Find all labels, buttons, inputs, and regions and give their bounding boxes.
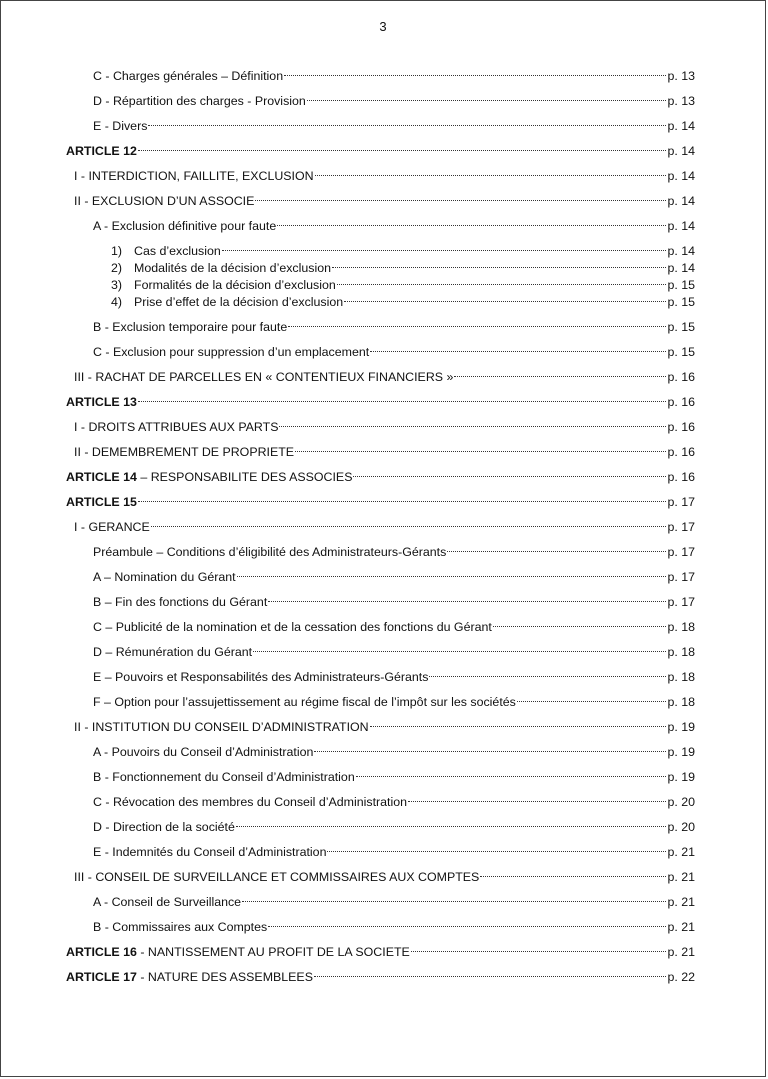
toc-page-reference: p. 13 xyxy=(667,69,695,83)
toc-entry[interactable] xyxy=(74,443,695,461)
toc-page-reference: p. 16 xyxy=(667,445,695,459)
toc-entry-text: F – Option pour l’assujettissement au régime fiscal de l’impôt sur les sociétés xyxy=(93,695,516,709)
toc-entry-title xyxy=(74,868,479,886)
dot-leader xyxy=(138,150,667,151)
toc-entry-text: A - Conseil de Surveillance xyxy=(93,895,242,909)
toc-entry[interactable] xyxy=(74,518,695,536)
toc-entry-title xyxy=(74,192,254,210)
toc-entry[interactable] xyxy=(93,543,695,561)
toc-entry[interactable] xyxy=(93,568,695,586)
toc-entry-text: E - Indemnités du Conseil d’Administration xyxy=(93,845,327,859)
toc-entry-title xyxy=(66,943,410,961)
toc-entry-text: Cas d’exclusion xyxy=(134,244,221,258)
toc-entry-title xyxy=(93,217,276,235)
toc-entry[interactable] xyxy=(111,293,695,311)
toc-entry-text: II - EXCLUSION D’UN ASSOCIE xyxy=(74,194,255,208)
toc-entry-text: C - Exclusion pour suppression d’un emplacement xyxy=(93,345,370,359)
toc-entry-title xyxy=(93,568,236,586)
toc-entry-title xyxy=(93,668,428,686)
toc-entry-text: Formalités de la décision d’exclusion xyxy=(134,278,336,292)
toc-entry-text: A - Exclusion définitive pour faute xyxy=(93,219,277,233)
dot-leader xyxy=(295,451,666,452)
toc-entry-title xyxy=(74,718,369,736)
dot-leader xyxy=(279,426,666,427)
dot-leader xyxy=(327,851,666,852)
dot-leader xyxy=(253,651,666,652)
dot-leader xyxy=(314,976,666,977)
toc-page-reference: p. 22 xyxy=(667,970,695,984)
toc-entry-title xyxy=(93,343,369,361)
toc-entry-text: E - Divers xyxy=(93,119,148,133)
toc-page-reference: p. 19 xyxy=(667,745,695,759)
dot-leader xyxy=(337,284,667,285)
toc-page-reference: p. 14 xyxy=(667,144,695,158)
toc-entry-text: – RESPONSABILITE DES ASSOCIES xyxy=(136,470,353,484)
toc-entry-title xyxy=(93,543,446,561)
dot-leader xyxy=(454,376,666,377)
toc-entry[interactable] xyxy=(93,643,695,661)
toc-entry[interactable] xyxy=(93,843,695,861)
toc-entry[interactable] xyxy=(74,167,695,185)
toc-entry-title xyxy=(93,643,252,661)
dot-leader xyxy=(429,676,666,677)
dot-leader xyxy=(236,826,667,827)
toc-entry[interactable] xyxy=(93,793,695,811)
dot-leader xyxy=(138,401,667,402)
toc-entry[interactable] xyxy=(93,743,695,761)
toc-entry-text: B - Fonctionnement du Conseil d’Administration xyxy=(93,770,355,784)
dot-leader xyxy=(370,726,667,727)
toc-page-reference: p. 15 xyxy=(667,295,695,309)
toc-page-reference: p. 15 xyxy=(667,278,695,292)
article-label: ARTICLE 15 xyxy=(66,495,137,509)
toc-entry-text: - NANTISSEMENT AU PROFIT DE LA SOCIETE xyxy=(136,945,410,959)
toc-entry-text: B – Fin des fonctions du Gérant xyxy=(93,595,268,609)
toc-entry-text: - NATURE DES ASSEMBLEES xyxy=(136,970,313,984)
toc-entry-text: I - DROITS ATTRIBUES AUX PARTS xyxy=(74,420,279,434)
toc-page-reference: p. 21 xyxy=(667,845,695,859)
toc-page-reference: p. 18 xyxy=(667,695,695,709)
toc-page-reference: p. 21 xyxy=(667,870,695,884)
toc-entry[interactable] xyxy=(74,868,695,886)
dot-leader xyxy=(268,601,666,602)
dot-leader xyxy=(284,75,666,76)
toc-entry-text: III - CONSEIL DE SURVEILLANCE ET COMMISSAIRES AUX COMPTES xyxy=(74,870,480,884)
toc-entry-title xyxy=(93,793,407,811)
toc-page-reference: p. 14 xyxy=(667,261,695,275)
toc-entry-title xyxy=(74,443,294,461)
page-number: 3 xyxy=(379,19,387,34)
toc-entry-title xyxy=(93,618,492,636)
toc-entry-title xyxy=(66,142,137,160)
toc-entry-title xyxy=(74,518,150,536)
toc-entry[interactable] xyxy=(93,918,695,936)
dot-leader xyxy=(314,751,666,752)
dot-leader xyxy=(151,526,667,527)
toc-entry-text: D – Rémunération du Gérant xyxy=(93,645,253,659)
toc-entry-text: B - Exclusion temporaire pour faute xyxy=(93,320,288,334)
toc-entry-text: E – Pouvoirs et Responsabilités des Administrateurs-Gérants xyxy=(93,670,429,684)
toc-entry[interactable] xyxy=(93,343,695,361)
toc-entry-text: C - Charges générales – Définition xyxy=(93,69,284,83)
toc-page-reference: p. 21 xyxy=(667,920,695,934)
toc-entry-text: A - Pouvoirs du Conseil d’Administration xyxy=(93,745,314,759)
dot-leader xyxy=(370,351,666,352)
toc-entry-text: Préambule – Conditions d’éligibilité des Administrateurs-Gérants xyxy=(93,545,447,559)
dot-leader xyxy=(288,326,666,327)
toc-entry-title xyxy=(74,418,278,436)
toc-page-reference: p. 16 xyxy=(667,395,695,409)
toc-entry-text: III - RACHAT DE PARCELLES EN « CONTENTIEUX FINANCIERS » xyxy=(74,370,454,384)
toc-entry-text: I - INTERDICTION, FAILLITE, EXCLUSION xyxy=(74,169,314,183)
toc-page-reference: p. 18 xyxy=(667,620,695,634)
toc-entry-title xyxy=(111,276,336,294)
toc-entry-number: 2) xyxy=(111,261,123,275)
toc-entry[interactable] xyxy=(93,818,695,836)
toc-entry[interactable] xyxy=(66,968,695,986)
toc-page-reference: p. 17 xyxy=(667,495,695,509)
toc-page-reference: p. 19 xyxy=(667,720,695,734)
toc-page-reference: p. 14 xyxy=(667,194,695,208)
toc-page-reference: p. 19 xyxy=(667,770,695,784)
toc-entry[interactable] xyxy=(74,192,695,210)
toc-entry-text: II - INSTITUTION DU CONSEIL D’ADMINISTRATION xyxy=(74,720,369,734)
dot-leader xyxy=(517,701,667,702)
toc-entry[interactable] xyxy=(66,493,695,511)
toc-entry-title xyxy=(93,768,355,786)
toc-entry-title xyxy=(93,593,267,611)
toc-entry-title xyxy=(93,918,267,936)
dot-leader xyxy=(411,951,667,952)
dot-leader xyxy=(356,776,667,777)
toc-entry-title xyxy=(66,393,137,411)
toc-entry-title xyxy=(93,92,306,110)
dot-leader xyxy=(447,551,666,552)
toc-entry[interactable] xyxy=(66,393,695,411)
toc-entry-title xyxy=(93,693,516,711)
toc-entry-title xyxy=(93,893,241,911)
toc-page-reference: p. 16 xyxy=(667,370,695,384)
toc-entry-title xyxy=(111,242,221,260)
toc-page-reference: p. 21 xyxy=(667,945,695,959)
toc-entry-title xyxy=(93,743,313,761)
dot-leader xyxy=(353,476,666,477)
toc-entry-title xyxy=(93,843,326,861)
toc-page-reference: p. 17 xyxy=(667,520,695,534)
dot-leader xyxy=(268,926,666,927)
toc-entry[interactable] xyxy=(93,217,695,235)
article-label: ARTICLE 14 xyxy=(66,470,137,484)
toc-page-reference: p. 13 xyxy=(667,94,695,108)
dot-leader xyxy=(255,200,666,201)
toc-page-reference: p. 17 xyxy=(667,545,695,559)
toc-page-reference: p. 14 xyxy=(667,169,695,183)
toc-entry[interactable] xyxy=(66,943,695,961)
toc-entry-title xyxy=(93,818,235,836)
toc-entry-text: C - Révocation des membres du Conseil d’Administration xyxy=(93,795,408,809)
toc-entry-text: A – Nomination du Gérant xyxy=(93,570,236,584)
dot-leader xyxy=(408,801,666,802)
toc-entry-title xyxy=(93,318,287,336)
toc-entry[interactable] xyxy=(93,92,695,110)
toc-page-reference: p. 17 xyxy=(667,595,695,609)
toc-entry-title xyxy=(66,468,352,486)
toc-entry[interactable] xyxy=(93,618,695,636)
toc-entry-title xyxy=(66,493,137,511)
toc-entry-number: 4) xyxy=(111,295,123,309)
dot-leader xyxy=(242,901,666,902)
toc-entry[interactable] xyxy=(74,718,695,736)
toc-entry-title xyxy=(66,968,313,986)
toc-entry-text: C – Publicité de la nomination et de la cessation des fonctions du Gérant xyxy=(93,620,492,634)
toc-entry-text: B - Commissaires aux Comptes xyxy=(93,920,268,934)
toc-entry-text: Modalités de la décision d’exclusion xyxy=(134,261,331,275)
toc-entry-title xyxy=(74,167,314,185)
toc-entry-title xyxy=(111,293,343,311)
toc-entry[interactable] xyxy=(93,768,695,786)
dot-leader xyxy=(315,175,667,176)
toc-entry-text: D - Direction de la société xyxy=(93,820,235,834)
toc-page-reference: p. 16 xyxy=(667,420,695,434)
toc-entry[interactable] xyxy=(93,693,695,711)
dot-leader xyxy=(222,250,667,251)
dot-leader xyxy=(138,501,667,502)
toc-entry[interactable] xyxy=(66,142,695,160)
dot-leader xyxy=(332,267,666,268)
toc-entry-number: 1) xyxy=(111,244,123,258)
toc-entry[interactable] xyxy=(93,318,695,336)
article-label: ARTICLE 12 xyxy=(66,144,137,158)
toc-entry-title xyxy=(111,259,331,277)
toc-page-reference: p. 20 xyxy=(667,795,695,809)
dot-leader xyxy=(307,100,667,101)
toc-page-reference: p. 15 xyxy=(667,320,695,334)
article-label: ARTICLE 16 xyxy=(66,945,137,959)
toc-page-reference: p. 16 xyxy=(667,470,695,484)
toc-entry-title xyxy=(93,117,147,135)
toc-entry[interactable] xyxy=(66,468,695,486)
toc-entry[interactable] xyxy=(93,67,695,85)
article-label: ARTICLE 13 xyxy=(66,395,137,409)
toc-entry-text: D - Répartition des charges - Provision xyxy=(93,94,306,108)
toc-entry[interactable] xyxy=(74,418,695,436)
toc-entry-title xyxy=(93,67,283,85)
dot-leader xyxy=(344,301,666,302)
toc-entry[interactable] xyxy=(111,259,695,277)
toc-page-reference: p. 17 xyxy=(667,570,695,584)
toc-entry[interactable] xyxy=(93,893,695,911)
toc-entry-text: I - GERANCE xyxy=(74,520,150,534)
toc-page-reference: p. 21 xyxy=(667,895,695,909)
dot-leader xyxy=(277,225,666,226)
toc-entry-title xyxy=(74,368,453,386)
toc-entry[interactable] xyxy=(93,668,695,686)
toc-page-reference: p. 20 xyxy=(667,820,695,834)
dot-leader xyxy=(237,576,667,577)
toc-page-reference: p. 14 xyxy=(667,219,695,233)
toc-entry[interactable] xyxy=(93,117,695,135)
toc-entry[interactable] xyxy=(111,242,695,260)
dot-leader xyxy=(148,125,666,126)
toc-page-reference: p. 18 xyxy=(667,645,695,659)
toc-entry[interactable] xyxy=(111,276,695,294)
toc-entry-number: 3) xyxy=(111,278,123,292)
dot-leader xyxy=(480,876,666,877)
toc-entry[interactable] xyxy=(74,368,695,386)
dot-leader xyxy=(493,626,667,627)
toc-entry-text: Prise d’effet de la décision d’exclusion xyxy=(134,295,344,309)
toc-page-reference: p. 18 xyxy=(667,670,695,684)
toc-page-reference: p. 15 xyxy=(667,345,695,359)
toc-entry[interactable] xyxy=(93,593,695,611)
toc-page-reference: p. 14 xyxy=(667,244,695,258)
article-label: ARTICLE 17 xyxy=(66,970,137,984)
toc-entry-text: II - DEMEMBREMENT DE PROPRIETE xyxy=(74,445,295,459)
toc-page-reference: p. 14 xyxy=(667,119,695,133)
